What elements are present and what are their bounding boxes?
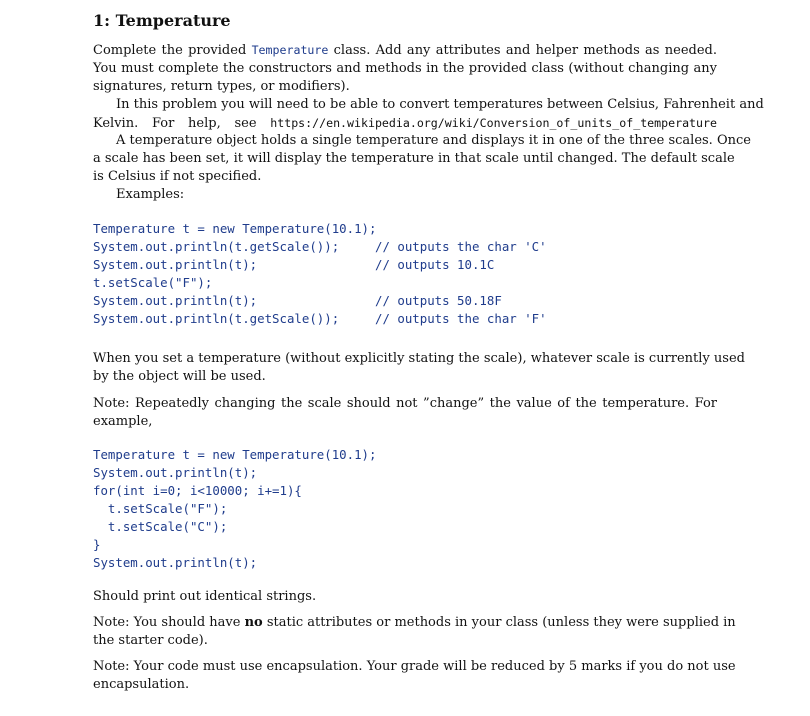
note2-text-pre: Note: You should have <box>93 615 241 630</box>
examples-label: Examples: <box>116 187 185 202</box>
code1-comment: // outputs the char 'F' <box>375 311 547 326</box>
code1-line: System.out.println(t.getScale()); <box>93 239 340 254</box>
section-heading: 1: Temperature <box>93 11 231 30</box>
code2-line: t.setScale("F"); <box>93 501 228 516</box>
para3-line3: is Celsius if not specified. <box>93 169 262 184</box>
note2-line2: the starter code). <box>93 633 208 648</box>
code1-comment: // outputs 50.18F <box>375 293 502 308</box>
code1-line: System.out.println(t); <box>93 293 258 308</box>
para5-line: Should print out identical strings. <box>93 589 317 604</box>
code1-comment: // outputs the char 'C' <box>375 239 547 254</box>
code2-line: System.out.println(t); <box>93 555 258 570</box>
para2-line1: In this problem you will need to be able to convert temperatures between Celsius, Fahrenheit and <box>116 97 764 112</box>
para3-line1: A temperature object holds a single temperature and displays it in one of the three scales. Once <box>116 133 751 148</box>
wikipedia-link[interactable]: https://en.wikipedia.org/wiki/Conversion_of_units_of_temperature <box>270 116 717 130</box>
code1-comment: // outputs 10.1C <box>375 257 495 272</box>
code2-line: } <box>93 537 101 552</box>
para1-line2: You must complete the constructors and methods in the provided class (without changing any <box>93 61 717 76</box>
code1-line: Temperature t = new Temperature(10.1); <box>93 221 377 236</box>
code1-line: System.out.println(t); <box>93 257 258 272</box>
note2-line1 <box>93 614 736 632</box>
code2-line: t.setScale("C"); <box>93 519 228 534</box>
para1-text-pre: Complete the provided <box>93 43 247 58</box>
note2-bold-word: no <box>244 615 263 630</box>
para2-text-pre: Kelvin. For help, see <box>93 116 257 131</box>
code1-line: System.out.println(t.getScale()); <box>93 311 340 326</box>
para1-line3: signatures, return types, or modifiers). <box>93 79 350 94</box>
code2-line: System.out.println(t); <box>93 465 258 480</box>
para4-line1: When you set a temperature (without explicitly stating the scale), whatever scale is currently used <box>93 351 745 366</box>
class-name-code: Temperature <box>251 43 329 57</box>
code1-line: t.setScale("F"); <box>93 275 213 290</box>
para1-line1 <box>93 41 717 60</box>
note1-line2: example, <box>93 414 153 429</box>
note3-line1: Note: Your code must use encapsulation. Your grade will be reduced by 5 marks if you do not use <box>93 659 736 674</box>
note3-line2: encapsulation. <box>93 677 190 692</box>
note1-line1: Note: Repeatedly changing the scale should not ”change” the value of the temperature. For <box>93 396 717 411</box>
para1-text-post: class. Add any attributes and helper methods as needed. <box>333 43 717 58</box>
para2-line2 <box>93 114 717 133</box>
para4-line2: by the object will be used. <box>93 369 266 384</box>
note2-text-post: static attributes or methods in your class (unless they were supplied in <box>266 615 736 630</box>
para3-line2: a scale has been set, it will display the temperature in that scale until changed. The default scale <box>93 151 735 166</box>
code2-line: for(int i=0; i<10000; i+=1){ <box>93 483 302 498</box>
code2-line: Temperature t = new Temperature(10.1); <box>93 447 377 462</box>
